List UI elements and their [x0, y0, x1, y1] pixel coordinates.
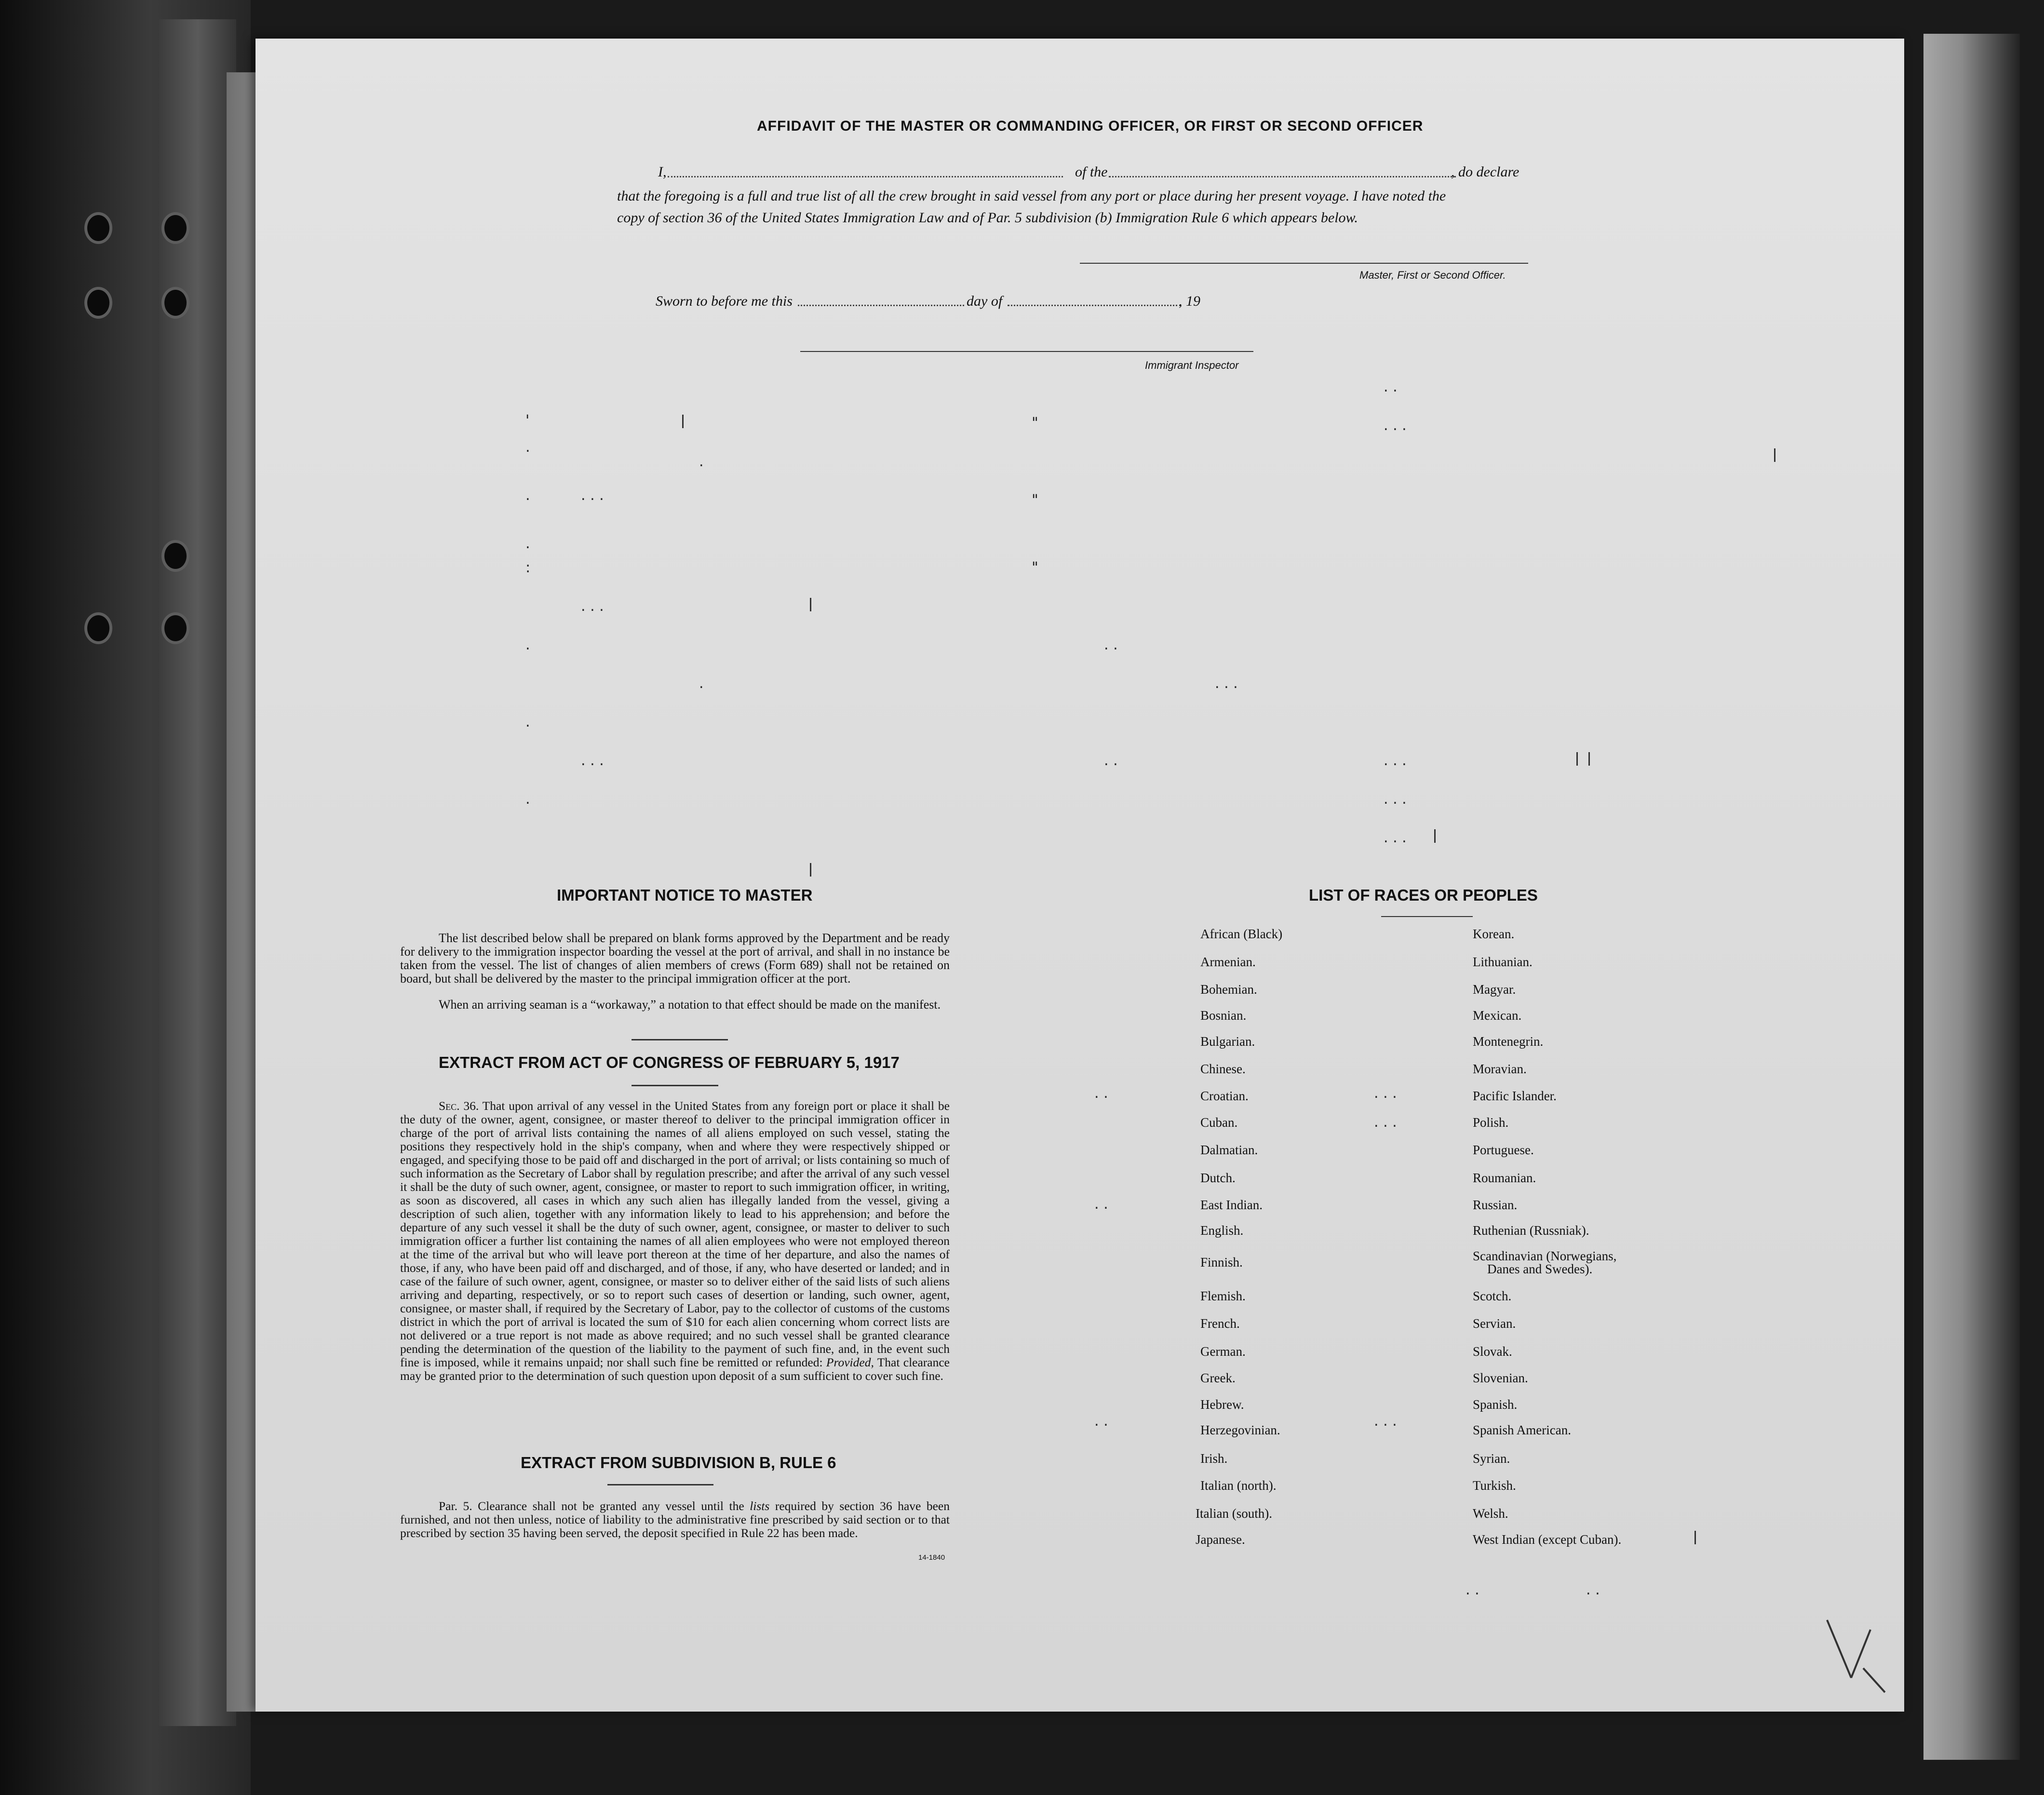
race-left: Herzegovinian. [1200, 1423, 1280, 1437]
race-right: Ruthenian (Russniak). [1473, 1223, 1589, 1238]
race-right: Slovak. [1473, 1344, 1512, 1359]
ditto-mark: . . [1104, 636, 1118, 653]
ditto-mark: . . [1586, 1581, 1600, 1598]
ditto-mark: . [525, 714, 530, 730]
binder-hole [161, 287, 189, 319]
race-right: Slovenian. [1473, 1371, 1528, 1385]
race-right: Welsh. [1473, 1506, 1508, 1521]
extract-rule-title: EXTRACT FROM SUBDIVISION B, RULE 6 [521, 1454, 836, 1471]
ditto-mark: . . . [1384, 791, 1407, 808]
notice-paragraph-2 [400, 998, 950, 1012]
inspector-caption: Immigrant Inspector [1145, 359, 1239, 371]
notice-text-2: When an arriving seaman is a “workaway,” a notation to that effect should be made on the manifest. [439, 998, 941, 1012]
race-left: Greek. [1200, 1371, 1236, 1385]
ditto-mark: . . [1384, 378, 1398, 395]
column-tick [1694, 1531, 1696, 1544]
vessel-blank [1109, 176, 1456, 177]
race-left: Finnish. [1200, 1255, 1243, 1269]
race-right: West Indian (except Cuban). [1473, 1532, 1622, 1547]
binder-strip [159, 19, 236, 1726]
ditto-mark: " [1032, 559, 1038, 576]
ditto-mark: . . . [1374, 1085, 1397, 1102]
ditto-mark: . [525, 791, 530, 808]
race-right: Spanish American. [1473, 1423, 1571, 1437]
handwritten-mark [1817, 1610, 1895, 1707]
race-left: English. [1200, 1223, 1244, 1238]
section-label: Sec. 36. [439, 1099, 479, 1113]
ditto-mark: . . . [1374, 1413, 1397, 1430]
affidavit-line1-declare: , do declare [1451, 164, 1520, 180]
race-left: Croatian. [1200, 1089, 1249, 1103]
ditto-mark: . . . [1215, 675, 1238, 692]
ditto-mark: . . [1094, 1413, 1108, 1430]
race-right: Turkish. [1473, 1478, 1516, 1493]
binder-hole [84, 287, 112, 319]
notice-text-1: The list described below shall be prepared on blank forms approved by the Department and be ready for delivery to the immigration inspector boarding the vessel at the port of arrival, and shall in no instance be taken from the vessel. The list of changes of alien members of crews (Form 689) shall not be retained on board, but shall be delivered by the master to the principal immigration officer at the port. [400, 931, 950, 985]
ditto-mark: . . . [1384, 829, 1407, 846]
name-blank [668, 176, 1063, 177]
race-left: Japanese. [1196, 1532, 1245, 1547]
ditto-mark: : [525, 559, 531, 576]
race-left: Bohemian. [1200, 982, 1257, 997]
affidavit-title: AFFIDAVIT OF THE MASTER OR COMMANDING OFFICER, OR FIRST OR SECOND OFFICER [757, 118, 1424, 134]
ditto-mark: . . . [1384, 417, 1407, 434]
sworn-day-of: day of [967, 293, 1003, 309]
affidavit-line1-i: I, [658, 164, 667, 180]
ditto-mark: ' [525, 412, 530, 429]
race-left: Dalmatian. [1200, 1143, 1258, 1157]
binder-hole [161, 612, 189, 644]
ditto-mark: . . [1466, 1581, 1479, 1598]
divider [632, 1085, 718, 1086]
race-left: Flemish. [1200, 1289, 1246, 1303]
affidavit-line3: copy of section 36 of the United States Immigration Law and of Par. 5 subdivision (b) Immigration Rule 6 which appears below. [617, 210, 1358, 226]
ditto-mark: " [1032, 415, 1038, 432]
column-tick [810, 598, 811, 611]
race-left: German. [1200, 1344, 1246, 1359]
race-right: Syrian. [1473, 1451, 1510, 1466]
officer-caption: Master, First or Second Officer. [1359, 269, 1506, 281]
ditto-mark: . . [1104, 752, 1118, 769]
race-right: Russian. [1473, 1198, 1518, 1212]
race-left: Bulgarian. [1200, 1034, 1255, 1049]
extract-rule-body [400, 1499, 950, 1540]
binder-hole [84, 212, 112, 244]
right-page-edge [1923, 34, 2020, 1760]
race-left: Italian (south). [1196, 1506, 1272, 1521]
ditto-mark: . . . [1374, 1114, 1397, 1131]
ditto-mark: . . . [581, 487, 604, 504]
divider [607, 1484, 713, 1485]
lists-word: lists [750, 1499, 770, 1513]
race-left: East Indian. [1200, 1198, 1263, 1212]
extract-act-text-end: That clearance may be granted prior to the determination of such question upon deposit of a sum sufficient to cover such fine. [400, 1355, 950, 1383]
ditto-mark: . [525, 487, 530, 504]
affidavit-line2: that the foregoing is a full and true list of all the crew brought in said vessel from any port or place during her present voyage. I have noted the [617, 188, 1446, 204]
race-left: Chinese. [1200, 1062, 1246, 1076]
divider [632, 1039, 728, 1040]
race-right: Roumanian. [1473, 1171, 1536, 1185]
extract-act-text: That upon arrival of any vessel in the United States from any foreign port or place it shall be the duty of the owner, agent, consignee, or master thereof to deliver to the principal immigration officer in charge of the port of arrival lists containing the names of all aliens employed on such vessel, stating the positions they respectively hold in the ship's company, when and where they were respectively shipped or engaged, and specifying those to be paid off and discharged in the port of arrival; or lists containing so much of such information as the Secretary of Labor shall by regulation prescribe; and after the arrival of any such vessel it shall be the duty of such owner, agent, consignee, or master to report to such immigration officer, in writing, as soon as discovered, all cases in which any such alien has illegally landed from the vessel, giving a description of such alien, together with any information likely to lead to his apprehension; and before the departure of any such vessel it shall be the duty of such owner, agent, consignee, or master to deliver to such immigration officer a further list containing the names of all alien employees who were not employed thereon at the time of the arrival but who will leave port thereon at the time of her departure, and also the names of those, if any, who have been paid off and discharged, and of those, if any, who have deserted or landed; and in case of the failure of such owner, agent, consignee, or master so to deliver either of the said lists of such aliens arriving and departing, respectively, or so to report such cases of desertion or landing, such owner, agent, consignee, or master shall, if required by the Secretary of Labor, pay to the collector of customs of the customs district in which the port of arrival is located the sum of $10 for each alien concerning whom correct lists are not delivered or a true report is not made as above required; and no such vessel shall be granted clearance pending the determination of the question of the liability to the payment of such fine, and, in the event such fine is imposed, while it remains unpaid; nor shall such fine be remitted or refunded: [400, 1099, 950, 1369]
races-title: LIST OF RACES OR PEOPLES [1309, 886, 1538, 904]
officer-signature-line [1080, 263, 1528, 264]
race-right: Korean. [1473, 927, 1515, 941]
notice-title: IMPORTANT NOTICE TO MASTER [557, 886, 813, 904]
ditto-mark: . . [1094, 1196, 1108, 1213]
race-left: Irish. [1200, 1451, 1228, 1466]
ditto-mark: . [525, 535, 530, 552]
race-right: Scotch. [1473, 1289, 1512, 1303]
race-right: Lithuanian. [1473, 955, 1533, 969]
extract-rule-text-start: Par. 5. Clearance shall not be granted any vessel until the [439, 1499, 744, 1513]
sworn-month-blank [1008, 305, 1181, 306]
sworn-day-blank [798, 305, 964, 306]
ditto-mark: . . . [1384, 752, 1407, 769]
binder-hole [161, 212, 189, 244]
race-left: Italian (north). [1200, 1478, 1277, 1493]
ditto-mark: . . . [581, 752, 604, 769]
race-right: Polish. [1473, 1115, 1509, 1130]
binder-hole [161, 540, 189, 572]
column-tick [682, 415, 684, 428]
race-right: Pacific Islander. [1473, 1089, 1557, 1103]
divider [1381, 916, 1473, 917]
extract-rule-text-end: required by section 36 have been furnished, and not then unless, notice of liability to the administrative fine prescribed by said section or to that prescribed by section 35 having been served, the deposit specified in Rule 22 has been made. [400, 1499, 950, 1540]
race-left: Hebrew. [1200, 1397, 1244, 1412]
affidavit-line1-of-the: of the [1075, 164, 1108, 180]
race-right: Montenegrin. [1473, 1034, 1544, 1049]
ditto-mark: . . [1094, 1085, 1108, 1102]
ditto-mark: . [525, 439, 530, 456]
sworn-prefix: Sworn to before me this [656, 293, 793, 309]
race-left: Dutch. [1200, 1171, 1236, 1185]
column-tick [1774, 448, 1775, 462]
ditto-mark: " [1032, 492, 1038, 509]
ditto-mark: . . . [581, 598, 604, 615]
inspector-signature-line [800, 351, 1253, 352]
column-tick [810, 863, 811, 877]
sworn-year: , 19 [1179, 293, 1200, 309]
column-tick [1588, 752, 1590, 766]
form-number: 14-1840 [918, 1553, 945, 1562]
column-tick [1434, 829, 1436, 843]
race-right: Servian. [1473, 1316, 1516, 1331]
race-left: Cuban. [1200, 1115, 1238, 1130]
notice-paragraph-1 [400, 931, 950, 985]
race-left: Armenian. [1200, 955, 1256, 969]
ditto-mark: . [525, 636, 530, 653]
race-right: Danes and Swedes). [1487, 1262, 1593, 1276]
race-right: Moravian. [1473, 1062, 1527, 1076]
extract-act-body [400, 1099, 950, 1383]
race-left: African (Black) [1200, 927, 1283, 941]
race-right: Portuguese. [1473, 1143, 1534, 1157]
race-right: Magyar. [1473, 982, 1516, 997]
race-left: French. [1200, 1316, 1240, 1331]
race-right: Spanish. [1473, 1397, 1518, 1412]
race-right: Scandinavian (Norwegians, [1473, 1249, 1617, 1263]
binder-hole [84, 612, 112, 644]
form-sheet [256, 39, 1904, 1712]
race-left: Bosnian. [1200, 1008, 1247, 1023]
ditto-mark: . [699, 675, 704, 692]
race-right: Mexican. [1473, 1008, 1522, 1023]
ditto-mark: . [699, 453, 704, 470]
provided-word: Provided, [826, 1355, 874, 1369]
column-tick [1576, 752, 1578, 766]
extract-act-title: EXTRACT FROM ACT OF CONGRESS OF FEBRUARY 5, 1917 [439, 1053, 900, 1071]
